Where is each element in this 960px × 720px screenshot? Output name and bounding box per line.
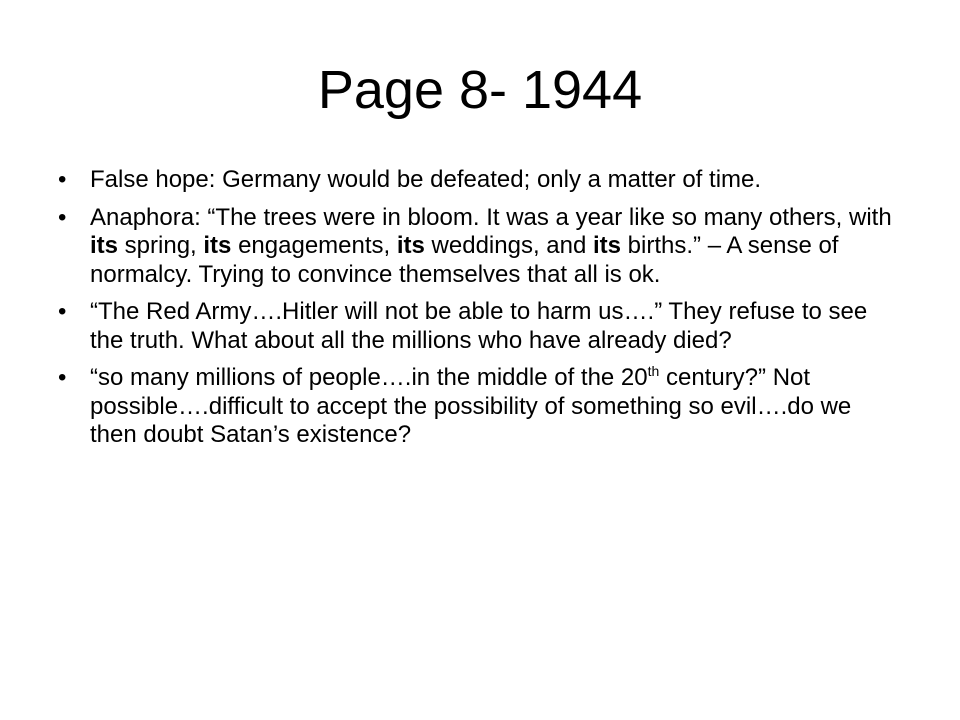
bullet-marker: •: [58, 203, 67, 231]
bullet-item: [58, 363, 898, 450]
bullet-text: century?” Not possible….difficult to accept the possibility of something so evil….do we then doubt Satan’s existence?: [90, 364, 852, 448]
bullet-text: “so many millions of people….in the middle of the 20: [90, 364, 648, 391]
bullet-marker: •: [58, 166, 67, 193]
superscript-text: th: [647, 363, 660, 379]
bullet-text: Anaphora: “The trees were in bloom. It was a year like so many others, with: [90, 203, 892, 231]
bold-text: its: [90, 232, 119, 259]
bullet-marker: •: [58, 364, 67, 391]
bullet-item: [58, 203, 898, 290]
bullet-text: False hope: Germany would be defeated; only a matter of time.: [90, 166, 762, 193]
bullet-text: spring,: [118, 232, 204, 259]
bullet-text: births.” – A sense of normalcy. Trying to convince themselves that all is ok.: [90, 232, 839, 288]
bullet-list: [58, 166, 898, 459]
bold-text: its: [396, 232, 425, 259]
bold-text: its: [593, 232, 622, 259]
page-title: Page 8- 1944: [317, 60, 643, 120]
bullet-marker: •: [58, 298, 67, 325]
bullet-item: [58, 298, 898, 355]
bullet-item: [58, 166, 898, 195]
bullet-text: engagements,: [231, 232, 397, 259]
bold-text: its: [203, 232, 232, 259]
bullet-text: weddings, and: [424, 232, 593, 259]
bullet-text: “The Red Army….Hitler will not be able to harm us….” They refuse to see the truth. What about all the millions who have already died?: [90, 298, 868, 354]
